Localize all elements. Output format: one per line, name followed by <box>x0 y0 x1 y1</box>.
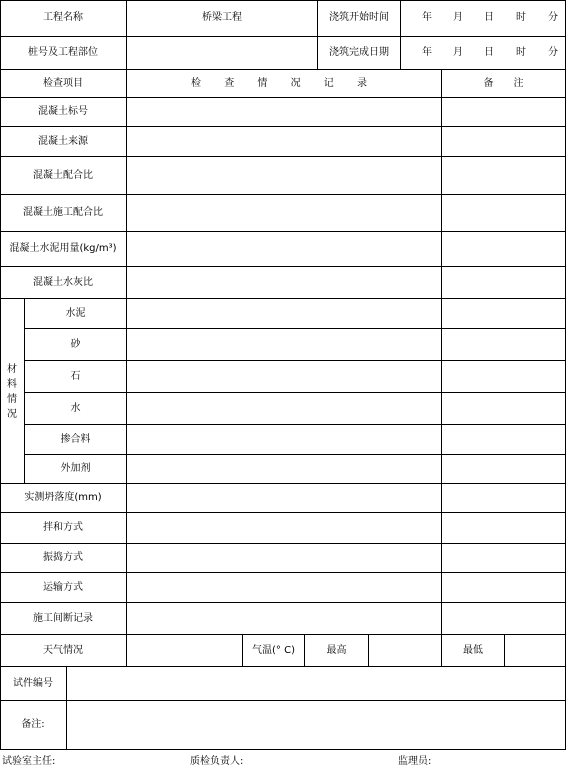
project-name-label: 工程名称 <box>43 12 83 23</box>
row-label-transport-method: 运输方式 <box>43 581 83 593</box>
end-year-label: 年 <box>422 47 432 58</box>
temperature-label: 气温(° C) <box>252 644 295 656</box>
column-header-record: 检 查 情 况 记 录 <box>191 77 377 89</box>
start-day-label: 日 <box>484 12 494 23</box>
column-header-item: 检查项目 <box>43 77 83 89</box>
start-year-label: 年 <box>422 12 432 23</box>
row-label-slump: 实测坍落度(mm) <box>24 492 102 503</box>
lab-director-label: 试验室主任: <box>2 756 56 767</box>
start-month-label: 月 <box>453 12 463 23</box>
row-label-weather: 天气情况 <box>43 644 83 656</box>
end-hour-label: 时 <box>516 47 526 58</box>
supervisor-label: 监理员: <box>398 756 432 767</box>
row-label-vibrating-method: 振捣方式 <box>43 552 83 563</box>
start-hour-label: 时 <box>516 12 526 23</box>
material-group-char: 材 <box>7 364 17 375</box>
row-label-source: 混凝土来源 <box>38 135 88 147</box>
end-minute-label: 分 <box>548 47 558 58</box>
row-label-grade: 混凝土标号 <box>38 106 88 117</box>
material-label-admixture: 掺合料 <box>60 433 91 445</box>
material-group-label <box>2 352 22 432</box>
material-label-cement: 水泥 <box>65 307 86 319</box>
row-label-cement-content: 混凝土水泥用量(kg/m³) <box>9 243 117 254</box>
material-group-char: 料 <box>7 379 17 390</box>
pour-end-label: 浇筑完成日期 <box>329 47 389 58</box>
row-label-mixing-method: 拌和方式 <box>43 522 83 533</box>
material-label-stone: 石 <box>70 370 81 382</box>
notes-label: 备注: <box>21 719 45 730</box>
material-label-additive: 外加剂 <box>60 463 91 474</box>
material-label-sand: 砂 <box>70 338 81 350</box>
qc-manager-label: 质检负责人: <box>190 756 244 767</box>
project-name-value[interactable]: 桥梁工程 <box>202 12 242 23</box>
end-day-label: 日 <box>484 47 494 58</box>
row-label-construction-mix: 混凝土施工配合比 <box>23 207 103 218</box>
pour-start-label: 浇筑开始时间 <box>329 12 389 23</box>
max-temp-label: 最高 <box>326 644 347 656</box>
specimen-no-label: 试件编号 <box>13 677 53 689</box>
start-minute-label: 分 <box>548 12 558 23</box>
min-temp-label: 最低 <box>463 644 483 656</box>
row-label-mix-ratio: 混凝土配合比 <box>33 169 93 181</box>
material-group-char: 况 <box>7 409 17 420</box>
material-group-char: 情 <box>7 394 17 405</box>
end-month-label: 月 <box>453 47 463 58</box>
column-header-remarks: 备 注 <box>483 77 524 89</box>
pile-part-label: 桩号及工程部位 <box>28 47 98 58</box>
row-label-interruption-record: 施工间断记录 <box>33 612 93 624</box>
pile-part-value[interactable] <box>127 37 317 69</box>
material-label-water: 水 <box>70 402 81 414</box>
row-label-wc-ratio: 混凝土水灰比 <box>33 276 93 288</box>
